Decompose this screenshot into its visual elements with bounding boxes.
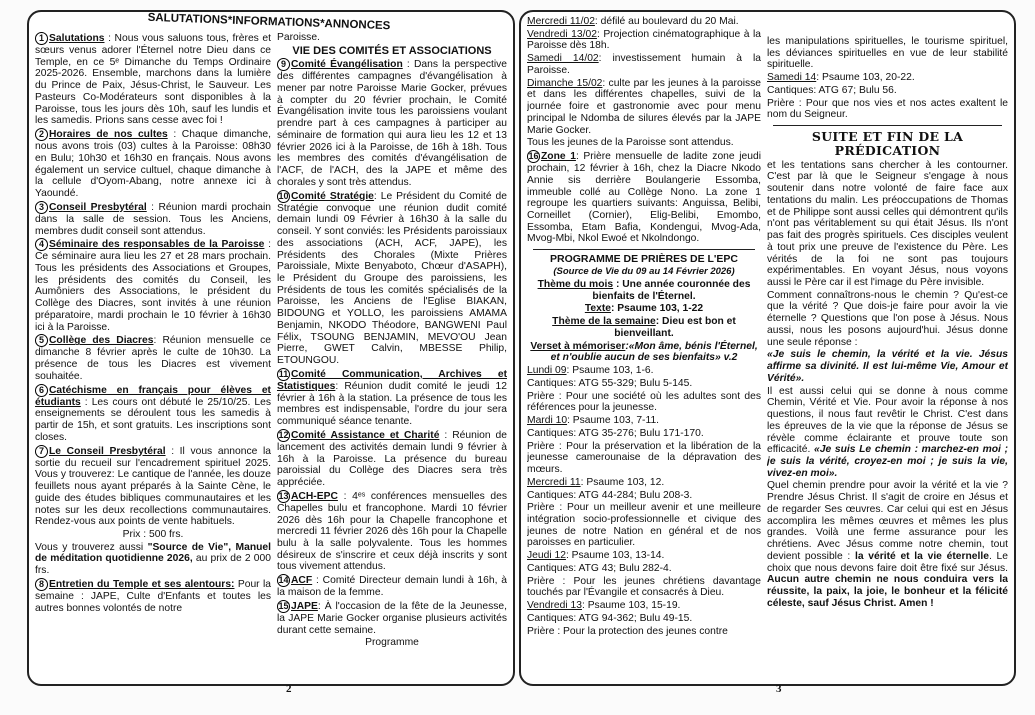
programme-label: Programme [365, 637, 419, 649]
prayer: Prière : Pour la protection des jeunes contre [527, 625, 728, 637]
section-text: : Dans la perspective des différentes campagnes d'évangélisation à mener par notre Paroisse Marie Gocker, prévues à compter du 20 février prochain, le Comité Évangélisation invite tous les paroissiens voulant prendre part à ces campagnes à participer au séminaire de formation qui aura lieu les 12 et 13 février 2026 ici à la Paroisse, de 16h à 18h. Tous les membres des comités d'évangélisation de l'ACF, de l'ACH, des la JAPE et même des chorales y sont très attendus. [277, 59, 507, 188]
section-conseil-presbyteral [35, 445, 271, 528]
psalm: : Psaume 103, 15-19. [581, 600, 681, 612]
section-text: : Il vous annonce la sortie du recueil sur l'encadrement spirituel 2025. Vous y trouverez: Le cantique de l'année, les douze feuillets nous ayant préparés à la Sainte Cène, le guide des études bibliques communautaires et les notes sur les deux recollections communautaires. Rendez-vous aux points de vente habituels. [35, 445, 271, 528]
number-badge: 6 [35, 384, 48, 397]
section-text: : Ce séminaire aura lieu les 27 et 28 mars prochain. Tous les présidents des Associations et Groupes, les présidents des comités du Conseil, les Aumôniers des Associations, le président du Collège des Diacres, sont invités à une réunion préparatoire, mardi prochain le 10 février à 16h30 ici à la Paroisse. [35, 239, 271, 333]
day-reading [527, 365, 761, 377]
number-badge: 1 [35, 32, 48, 45]
section-title: Zone 1 [541, 151, 576, 163]
section-evangelisation [277, 58, 507, 188]
number-badge: 5 [35, 334, 48, 347]
section-assistance [277, 429, 507, 489]
divider [533, 249, 755, 250]
number-badge: 9 [277, 58, 290, 71]
label: Verset à mémoriser [530, 340, 626, 352]
section-communication [277, 368, 507, 428]
section-conseil [35, 201, 271, 237]
section-text: : Les cours ont débuté le 25/10/25. Les enseignements se déroulent tous les samedis à partir de 15h, et sont gratuits. Les inscriptions sont closes. [35, 396, 271, 443]
committees-heading: VIE DES COMITÉS ET ASSOCIATIONS [292, 44, 492, 57]
hymns: Cantiques: ATG 43; Bulu 282-4. [527, 562, 672, 574]
section-salutations [35, 32, 271, 127]
section-acf [277, 574, 507, 599]
section-text: : Comité Directeur demain lundi à 16h, à la maison de la femme. [277, 575, 507, 599]
number-badge: 7 [35, 445, 48, 458]
schedule-text: : Projection cinématographique à la Paroisse dès 18h. [527, 28, 761, 52]
sermon-quote: «Je suis Le chemin : marchez-en moi ; je suis la vérité, croyez-en moi ; je suis la vie, vivez-en moi». [767, 444, 1008, 479]
left-column-1 [35, 32, 271, 684]
prayer: Prière : Pour la préservation et la libération de la jeunesse camerounaise de la dépravation des mœurs. [527, 440, 761, 476]
label: Texte [584, 303, 611, 315]
section-entretien [35, 578, 271, 614]
psalm: : Psaume 103, 1-6. [566, 365, 654, 377]
hymns: Cantiques: ATG 94-362; Bulu 49-15. [527, 612, 693, 624]
schedule-note: Tous les jeunes de la Paroisse sont attendus. [527, 137, 734, 149]
number-badge: 10 [278, 190, 289, 201]
divider [773, 125, 1002, 126]
day-reading [527, 600, 761, 612]
section-title: Comité Évangélisation [291, 59, 403, 71]
schedule-text: : défilé au boulevard du 20 Mai. [594, 16, 739, 27]
continued-text: les manipulations spirituelles, le tourisme spirituel, les déviances spirituelles en vue de leur stabilité spirituelle. [767, 36, 1008, 71]
section-text: : Réunion mensuelle ce dimanche 8 février après le culte de 10h30. La présence de tous les Diacres est vivement souhaitée. [35, 335, 271, 382]
prayer: Prière : Pour une société où les adultes sont des références pour la jeunesse. [527, 390, 761, 414]
price-line: Prix : 500 frs. [122, 528, 184, 540]
schedule-date: Mercredi 11/02 [527, 16, 595, 27]
day-reading [527, 415, 761, 427]
number-badge: 11 [278, 368, 289, 379]
schedule-item [527, 53, 761, 76]
section-title: Conseil Presbytéral [49, 201, 147, 213]
label: Thème du mois [537, 279, 614, 291]
number-badge: 15 [278, 600, 289, 611]
value: : Une année couronnée des bienfaits de l'Éternel. [592, 279, 751, 302]
section-title: Salutations [49, 33, 105, 44]
section-text: : Chaque dimanche, nous avons trois (03) cultes à la Paroisse: 08h30 en Bulu; 10h30 et 16h30 en français. Nous avons également un service cultuel, chaque dimanche à la cellule d'Oyom-Abang, notre annexe ici à Yaoundé. [35, 129, 271, 200]
section-text: Pour la semaine : JAPE, Culte d'Enfants et toutes les autres bonnes volontés de notre [35, 578, 271, 614]
section-seminaire [35, 238, 271, 333]
section-text: : Réunion de lancement des activités demain lundi 9 février à 16h à la Paroisse. La présence du bureau paroissial du Collège des Diacres sera très appréciée. [277, 429, 507, 489]
schedule-item [527, 78, 761, 137]
day-label: Samedi 14 [767, 72, 817, 84]
schedule-date: Dimanche 15/02 [527, 77, 603, 89]
sermon-paragraph: Comment connaîtrons-nous le chemin ? Qu'est-ce que la vérité ? Que dois-je faire pour avoir la vie éternelle ? Questions que l'on pose à Jésus. Nous aussi, nous les posons aujourd'hui. Jésus donne une seule réponse : [767, 289, 1008, 348]
theme-week [527, 316, 761, 339]
right-column-1 [527, 16, 761, 684]
section-title: Horaires de nos cultes [49, 129, 168, 141]
text-ref [527, 303, 761, 315]
schedule-item [527, 29, 761, 52]
hymns: Cantiques: ATG 67; Bulu 56. [767, 84, 897, 96]
verse [527, 341, 761, 364]
value: :«Mon âme, bénis l'Éternel, et n'oublie aucun de ses bienfaits» v.2 [550, 340, 758, 364]
day-label: Mardi 10 [527, 415, 568, 427]
continued-text: Paroisse. [277, 32, 320, 43]
number-badge: 16 [528, 151, 539, 162]
sermon-paragraph [767, 480, 1008, 609]
section-title: ACF [291, 575, 313, 587]
page-left [27, 10, 515, 686]
section-title: ACH-EPC [291, 490, 338, 502]
number-badge: 13 [278, 490, 289, 501]
schedule-date: Vendredi 13/02 [527, 28, 597, 40]
section-title: Entretien du Temple et ses alentours: [49, 578, 235, 590]
page-number-left: 2 [286, 683, 292, 695]
schedule-text: : investissement humain à la Paroisse. [527, 53, 761, 76]
sermon-paragraph [767, 386, 1008, 480]
psalm: : Psaume 103, 13-14. [565, 550, 665, 562]
section-title: Le Conseil Presbytéral [49, 445, 166, 457]
psalm: : Psaume 103, 20-22. [816, 72, 915, 84]
page-number-right: 3 [776, 683, 782, 695]
text-span: au prix de 2 000 frs. [35, 553, 271, 577]
day-reading [527, 550, 761, 562]
day-reading [767, 72, 1008, 84]
section-text: : Prière mensuelle de ladite zone jeudi prochain, 12 février à 16h, chez la Diacre Nkodo Annie sis derrière Boulangerie Essomba, immeuble collé au Collège Nono. La zone 1 regroupe les quartiers suivants: Anguissa, Belibi, Corneillet (Cornier), Elig-Belibi, Emombo, Essomba, Etam Bafia, Kondengui, Mvog-Ada, Mvog-Mbi, Nkol Ewoé et Nkolndongo. [527, 151, 761, 245]
section-title: Comité Assistance et Charité [291, 429, 440, 441]
section-title: Collège des Diacres [49, 335, 154, 347]
schedule-text: : culte par les jeunes à la paroisse et dans les différentes chapelles, suivi de la journée foire et gastronomie avec pour menu principal le Ndomba de silures élevés par la JAPE Marie Gocker. [527, 77, 761, 136]
section-title: Séminaire des responsables de la Paroisse [49, 239, 265, 251]
value: : Dieu est bon et bienveillant. [614, 316, 736, 339]
text-bold: "Source de Vie", Manuel de méditation quotidienne 2026, [35, 541, 271, 565]
sermon-quote: «Je suis le chemin, la vérité et la vie. Jésus affirme sa divinité. Il est lui-même Vie, Amour et Vérité». [767, 349, 1008, 384]
prayer: Prière : Pour un meilleur avenir et une meilleure intégration socio-professionnelle et civique des jeunes de notre Nation en général et de nos paroisses en particulier. [527, 502, 761, 549]
section-diacres [35, 334, 271, 382]
label: Thème de la semaine [552, 316, 656, 328]
text-bold: la vérité et la vie éternelle [854, 550, 989, 562]
section-title: Catéchisme en français pour élèves et étudiants [35, 384, 271, 408]
psalm: : Psaume 103, 7-11. [567, 415, 660, 427]
hymns: Cantiques: ATG 55-329; Bulu 5-145. [527, 377, 693, 389]
prayer: Prière : Pour les jeunes chrétiens davantage touchés par l'Évangile et consacrés à Dieu. [527, 575, 761, 599]
number-badge: 14 [278, 575, 289, 586]
number-badge: 2 [35, 128, 48, 141]
day-label: Vendredi 13 [527, 600, 582, 612]
day-reading [527, 477, 761, 489]
day-label: Mercredi 11 [527, 476, 581, 488]
section-text: : Réunion dudit comité le jeudi 12 février à 16h à la station. La présence de tous les membres est indispensable, l'ordre du jour sera communiqué séance tenante. [277, 380, 507, 428]
number-badge: 12 [278, 429, 289, 440]
number-badge: 3 [35, 201, 48, 214]
prayer-program-title: PROGRAMME DE PRIÈRES DE L'EPC [549, 253, 739, 266]
section-strategie [277, 190, 507, 367]
prayer-program-subtitle: (Source de Vie du 09 au 14 Février 2026) [553, 266, 735, 278]
section-text: : 4ᵉˢ conférences mensuelles des Chapelles bulu et francophone. Mardi 10 février 2026 dès 16h pour la Chapelle francophone et mercredi 11 février 2026 dès 16h pour la Chapelle bulu à la salle polyvalente. Tous les hommes désireux de s'inscrire et ceux déjà inscrits y sont tous vivement attendus. [277, 490, 507, 573]
text-span: Il est aussi celui qui se donne à nous comme Chemin, Vérité et Vie. Pour avoir la réponse à nos questions, il nous faut revêtir le Christ. C'est dans les épreuves de la vie que la réponse de Jésus se révèle comme éclairante et prouve toute son efficacité. [767, 385, 1008, 456]
section-text: : À l'occasion de la fête de la Jeunesse, la JAPE Marie Gocker organise plusieurs activités durant cette semaine. [277, 600, 507, 636]
hymns: Cantiques: ATG 35-276; Bulu 171-170. [527, 427, 704, 439]
text-span: Quel chemin prendre pour avoir la vérité et la vie ? Prendre Jésus Christ. Il s'agit de croire en Jésus et de regarder Ses œuvres. Car celui qui est en Jésus accomplira les mêmes œuvres et mêmes les plus grandes. Voilà une ferme assurance pour les chrétiens. Avec Jésus comme notre chemin, tout devient possible : [767, 480, 1008, 562]
section-text: : Le Président du Comité de Stratégie convoque une réunion dudit comité demain lundi 09 Février à 16h30 à la salle du conseil. Y sont conviés: les Présidents paroissiaux des associations (ACH, ACF, JAPE), les Présidents des Chorales (Mixte Prières Paroissiale, Mixte Benyaboto, Chœur d'ASAPH), le Président du Groupe des paroissiens, les Présidents de tous les comités spécialisés de la Paroisse, les Anciens de l'Eglise BIAKAN, BIDOUNG et YOLLO, les paroissiens AMAMA Benjamin, NKODO Théodore, BANGWENI Paul Félix, TSOUNG BENJAMIN, MEVO'OU Jean Pierre, GWET Calvin, MBESSE Philip, ETOUNGOU. [277, 190, 507, 367]
section-jape [277, 600, 507, 636]
number-badge: 4 [35, 238, 48, 251]
left-column-2 [277, 32, 507, 684]
section-title: Comité Stratégie [291, 190, 374, 202]
section-title: Comité Communication, Archives et Statistiques [277, 368, 507, 392]
section-catechisme [35, 384, 271, 444]
page-right [519, 10, 1016, 686]
sermon-title: SUITE ET FIN DE LA PRÉDICATION [811, 129, 964, 159]
text-span: . Le choix que nous devons faire doit être fixé sur Jésus. [767, 550, 1008, 574]
sermon-conclusion: Aucun autre chemin ne nous conduira vers la réussite, la paix, la joie, le bonheur et la félicité céleste, sauf Jésus Christ. Amen ! [767, 574, 1008, 609]
psalm: : Psaume 103, 12. [580, 476, 665, 488]
day-label: Jeudi 12 [527, 550, 566, 562]
value: : Psaume 103, 1-22 [610, 303, 704, 315]
hymns: Cantiques: ATG 44-284; Bulu 208-3. [527, 489, 693, 501]
schedule-date: Samedi 14/02 [527, 53, 599, 65]
source-de-vie-line [35, 542, 271, 577]
section-zone1 [527, 150, 761, 245]
number-badge: 8 [35, 578, 48, 591]
section-title: JAPE [291, 600, 318, 612]
section-text: : Réunion mardi prochain dans la salle de session. Tous les Anciens, membres dudit conseil sont attendus. [35, 201, 271, 237]
sermon-paragraph: et les tentations sans chercher à les contourner. C'est par là que le Seigneur s'engage à nous soutenir dans notre volonté de faire face aux tentations du malin. Les préoccupations de Thomas et de Philippe sont aussi celles qui démontrent qu'ils n'ont pas véritablement su qui était Jésus. Ils n'ont pas fait des progrès spirituels. Ces disciples veulent à tout prix une preuve de l'existence du Père. Les vérités de la foi ne sont pas toujours expérimentables. En voyant Jésus, nous voyons aussi le Père car il est l'image du Père invisible. [767, 159, 1008, 288]
prayer: Prière : Pour que nos vies et nos actes exaltent le nom du Seigneur. [767, 97, 1008, 121]
banner-title: SALUTATIONS*INFORMATIONS*ANNONCES [147, 11, 391, 33]
section-horaires [35, 128, 271, 200]
day-label: Lundi 09 [527, 365, 567, 377]
schedule-item [527, 16, 761, 28]
right-column-2 [767, 36, 1008, 684]
section-ach-epc [277, 490, 507, 573]
section-text: : Nous vous saluons tous, frères et sœurs venus adorer l'Éternel notre Dieu dans ce Temple, en ce 5ᵉ Dimanche du Temps Ordinaire 2025-2026. Ensemble, marchons dans la lumière du Prince de Paix, Jésus-Christ, le Sauveur. Les Pasteurs Co-Modérateurs sont disponibles à la Paroisse, tous les jours dès 10h, sauf les lundis et les samedis. Prions sans cesse avec foi ! [35, 33, 271, 127]
theme-month [527, 279, 761, 302]
text-span: Vous y trouverez aussi [35, 541, 148, 553]
